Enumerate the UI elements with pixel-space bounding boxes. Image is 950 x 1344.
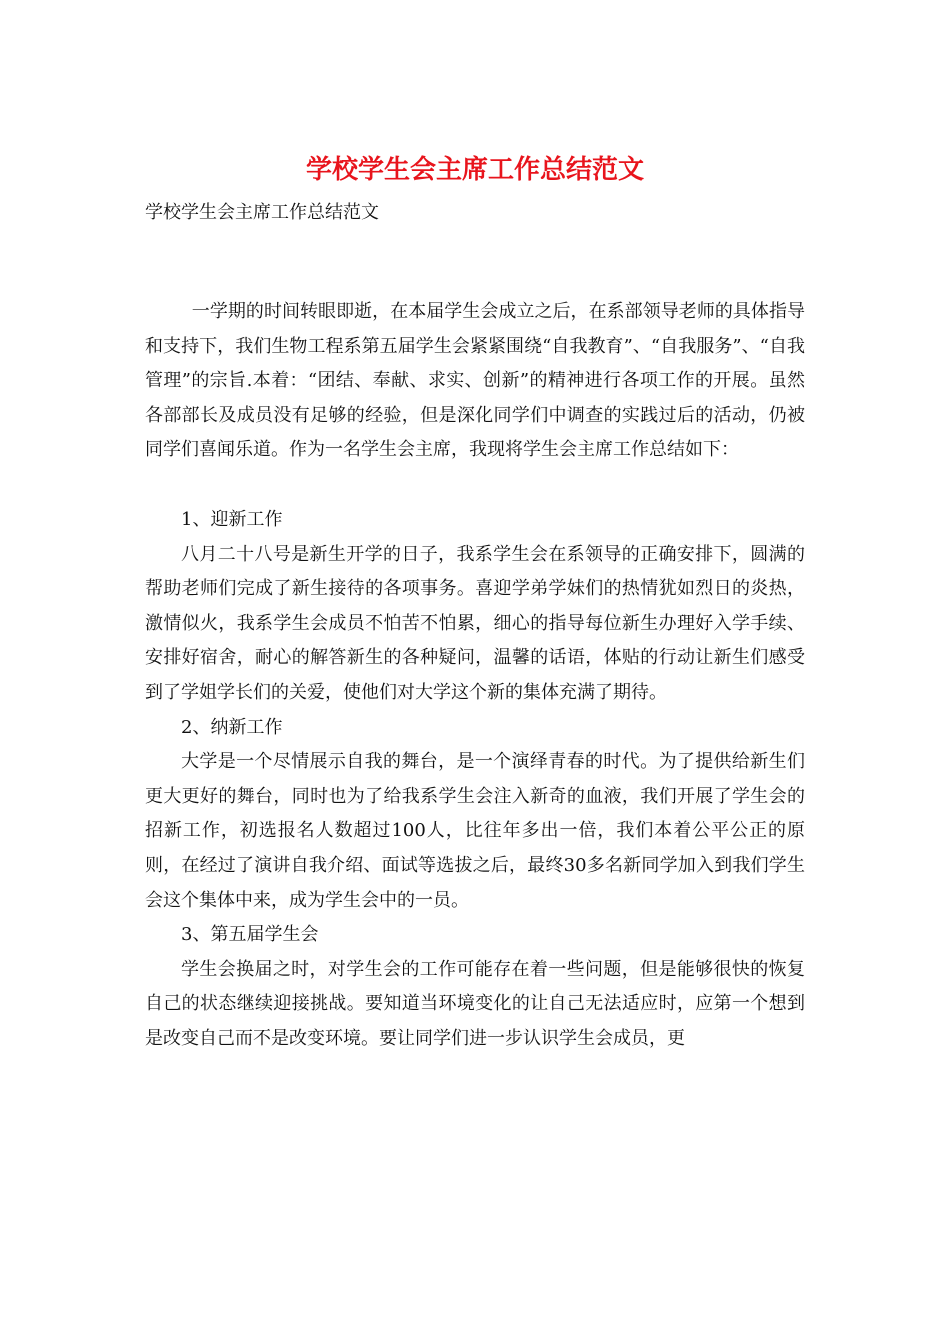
section-text-welcome: 八月二十八号是新生开学的日子，我系学生会在系领导的正确安排下，圆满的帮助老师们完成了新生接待的各项事务。喜迎学弟学妹们的热情犹如烈日的炎热，激情似火，我系学生会成员不怕苦不怕累，细心的指导每位新生办理好入学手续、安排好宿舍，耐心的解答新生的各种疑问，温馨的话语，体贴的行动让新生们感受到了学姐学长们的关爱，使他们对大学这个新的集体充满了期待。 [145,543,805,703]
section-heading-welcome: 1、迎新工作 [181,508,283,530]
section-text-fifth-council: 学生会换届之时，对学生会的工作可能存在着一些问题，但是能够很快的恢复自己的状态继续迎接挑战。要知道当环境变化的让自己无法适应时，应第一个想到是改变自己而不是改变环境。要让同学们进一步认识学生会成员，更 [145,958,805,1049]
document-subtitle: 学校学生会主席工作总结范文 [145,202,379,223]
document-title: 学校学生会主席工作总结范文 [305,155,644,185]
section-heading-fifth-council: 3、第五届学生会 [181,924,319,946]
section-heading-recruitment: 2、纳新工作 [181,716,283,738]
intro-paragraph: 一学期的时间转眼即逝，在本届学生会成立之后，在系部领导老师的具体指导和支持下，我们生物工程系第五届学生会紧紧围绕“自我教育”、“自我服务”、“自我管理”的宗旨.本着：“团结、奉献、求实、创新”的精神进行各项工作的开展。虽然各部部长及成员没有足够的经验，但是深化同学们中调查的实践过后的活动，仍被同学们喜闻乐道。作为一名学生会主席，我现将学生会主席工作总结如下： [145,301,805,461]
document-body [145,295,805,1056]
paragraph-gap [145,468,805,503]
section-text-recruitment: 大学是一个尽情展示自我的舞台，是一个演绎青春的时代。为了提供给新生们更大更好的舞台，同时也为了给我系学生会注入新奇的血液，我们开展了学生会的招新工作，初选报名人数超过100人，比往年多出一倍，我们本着公平公正的原则，在经过了演讲自我介绍、面试等选拔之后，最终30多名新同学加入到我们学生会这个集体中来，成为学生会中的一员。 [145,751,805,911]
